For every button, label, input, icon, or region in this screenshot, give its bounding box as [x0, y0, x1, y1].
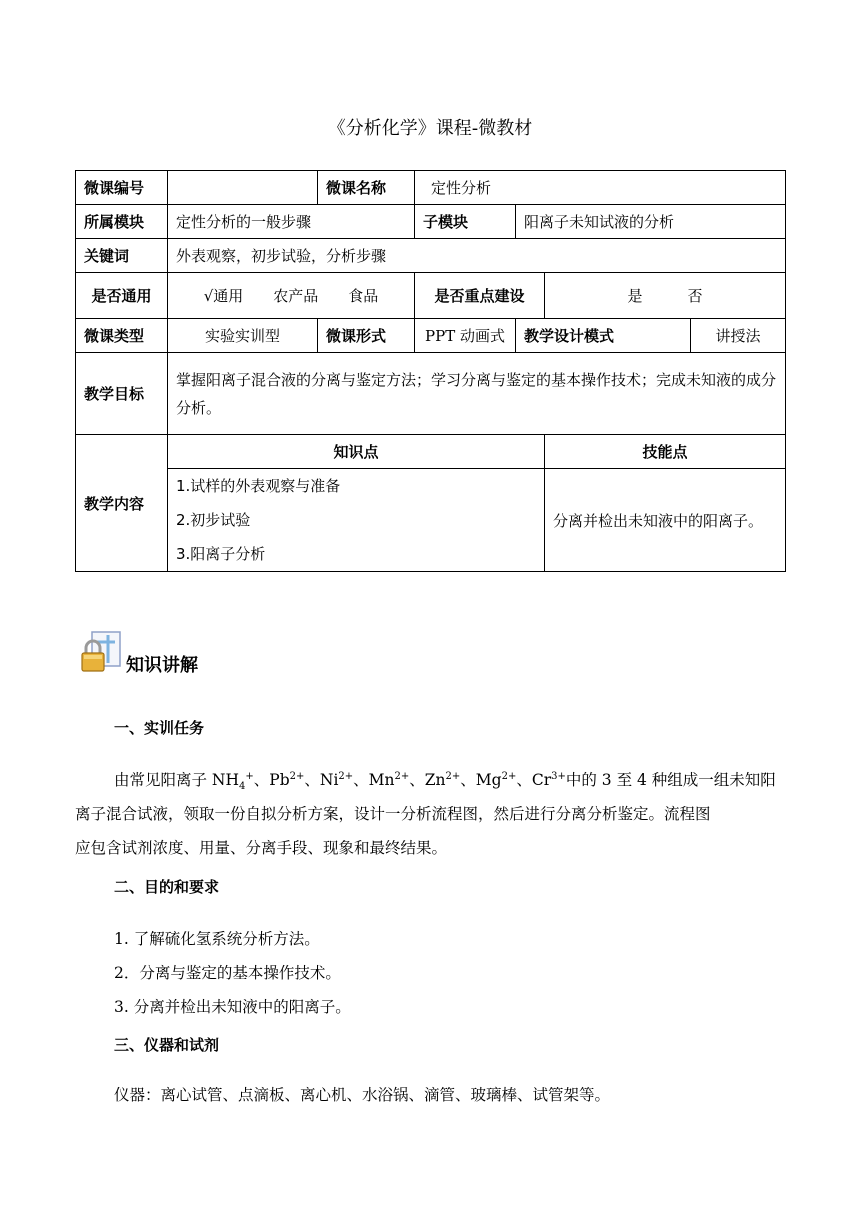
form-value: PPT 动画式 — [415, 319, 516, 353]
keywords-label: 关键词 — [76, 239, 168, 273]
keywords-value: 外表观察，初步试验，分析步骤 — [168, 239, 786, 273]
page-title: 《分析化学》课程-微教材 — [327, 118, 533, 139]
goal-label: 教学目标 — [76, 353, 168, 435]
task-paragraph: 由常见阳离子 $NH_4^+$、$Pb^{2+}$、$Ni^{2+}$、$Mn^{2+}$、$Zn^{2+}$、$Mg^{2+}$、$Cr^{3+}$中的 3 至 4 种组成一组未知阳 离子混合试液，领取一份自拟分析方案，设计一分析流程图，然后进行分离分析鉴定。流程图 应包含试剂浓度、用量、分离手段、现象和最终结果。 — [75, 763, 787, 865]
name-label: 微课名称 — [318, 171, 415, 205]
key-build-value: 是 否 — [545, 273, 786, 319]
section-title: 知识讲解 — [126, 655, 198, 676]
type-value: 实验实训型 — [168, 319, 318, 353]
task-text-line3: 应包含试剂浓度、用量、分离手段、现象和最终结果。 — [75, 839, 448, 857]
goal-item: 3. 分离并检出未知液中的阳离子。 — [114, 998, 351, 1016]
submodule-label: 子模块 — [415, 205, 516, 239]
knowledge-list — [168, 469, 545, 572]
design-mode-label: 教学设计模式 — [516, 319, 691, 353]
module-label: 所属模块 — [76, 205, 168, 239]
knowledge-header: 知识点 — [168, 435, 545, 469]
skill-header: 技能点 — [545, 435, 786, 469]
knowledge-item: 2.初步试验 — [176, 511, 251, 529]
instruments-text: 仪器：离心试管、点滴板、离心机、水浴锅、滴管、玻璃棒、试管架等。 — [114, 1086, 611, 1104]
lock-document-icon — [78, 630, 124, 680]
knowledge-item: 1.试样的外表观察与准备 — [176, 477, 341, 495]
heading-goals: 二、目的和要求 — [114, 878, 220, 896]
id-label: 微课编号 — [76, 171, 168, 205]
form-label: 微课形式 — [318, 319, 415, 353]
name-value: 定性分析 — [415, 171, 786, 205]
submodule-value: 阳离子未知试液的分析 — [516, 205, 786, 239]
section-heading — [78, 630, 198, 680]
task-text-line2: 离子混合试液，领取一份自拟分析方案，设计一分析流程图，然后进行分离分析鉴定。流程图 — [75, 805, 711, 823]
heading-instruments: 三、仪器和试剂 — [114, 1036, 220, 1054]
goal-value: 掌握阳离子混合液的分离与鉴定方法；学习分离与鉴定的基本操作技术；完成未知液的成分分析。 — [168, 353, 786, 435]
id-value — [168, 171, 318, 205]
design-mode-value: 讲授法 — [691, 319, 786, 353]
skill-value: 分离并检出未知液中的阳离子。 — [545, 469, 786, 572]
heading-task: 一、实训任务 — [114, 719, 205, 737]
goal-item: 2．分离与鉴定的基本操作技术。 — [114, 964, 341, 982]
task-text-start: 由常见阳离子 NH — [114, 771, 240, 789]
common-value: √通用 农产品 食品 — [168, 273, 415, 319]
content-label: 教学内容 — [76, 435, 168, 572]
knowledge-item: 3.阳离子分析 — [176, 545, 266, 563]
key-build-label: 是否重点建设 — [415, 273, 545, 319]
goal-item: 1. 了解硫化氢系统分析方法。 — [114, 930, 320, 948]
module-value: 定性分析的一般步骤 — [168, 205, 415, 239]
common-label: 是否通用 — [76, 273, 168, 319]
type-label: 微课类型 — [76, 319, 168, 353]
task-text-end: 中的 3 至 4 种组成一组未知阳 — [565, 771, 776, 789]
course-info-table — [75, 170, 786, 572]
